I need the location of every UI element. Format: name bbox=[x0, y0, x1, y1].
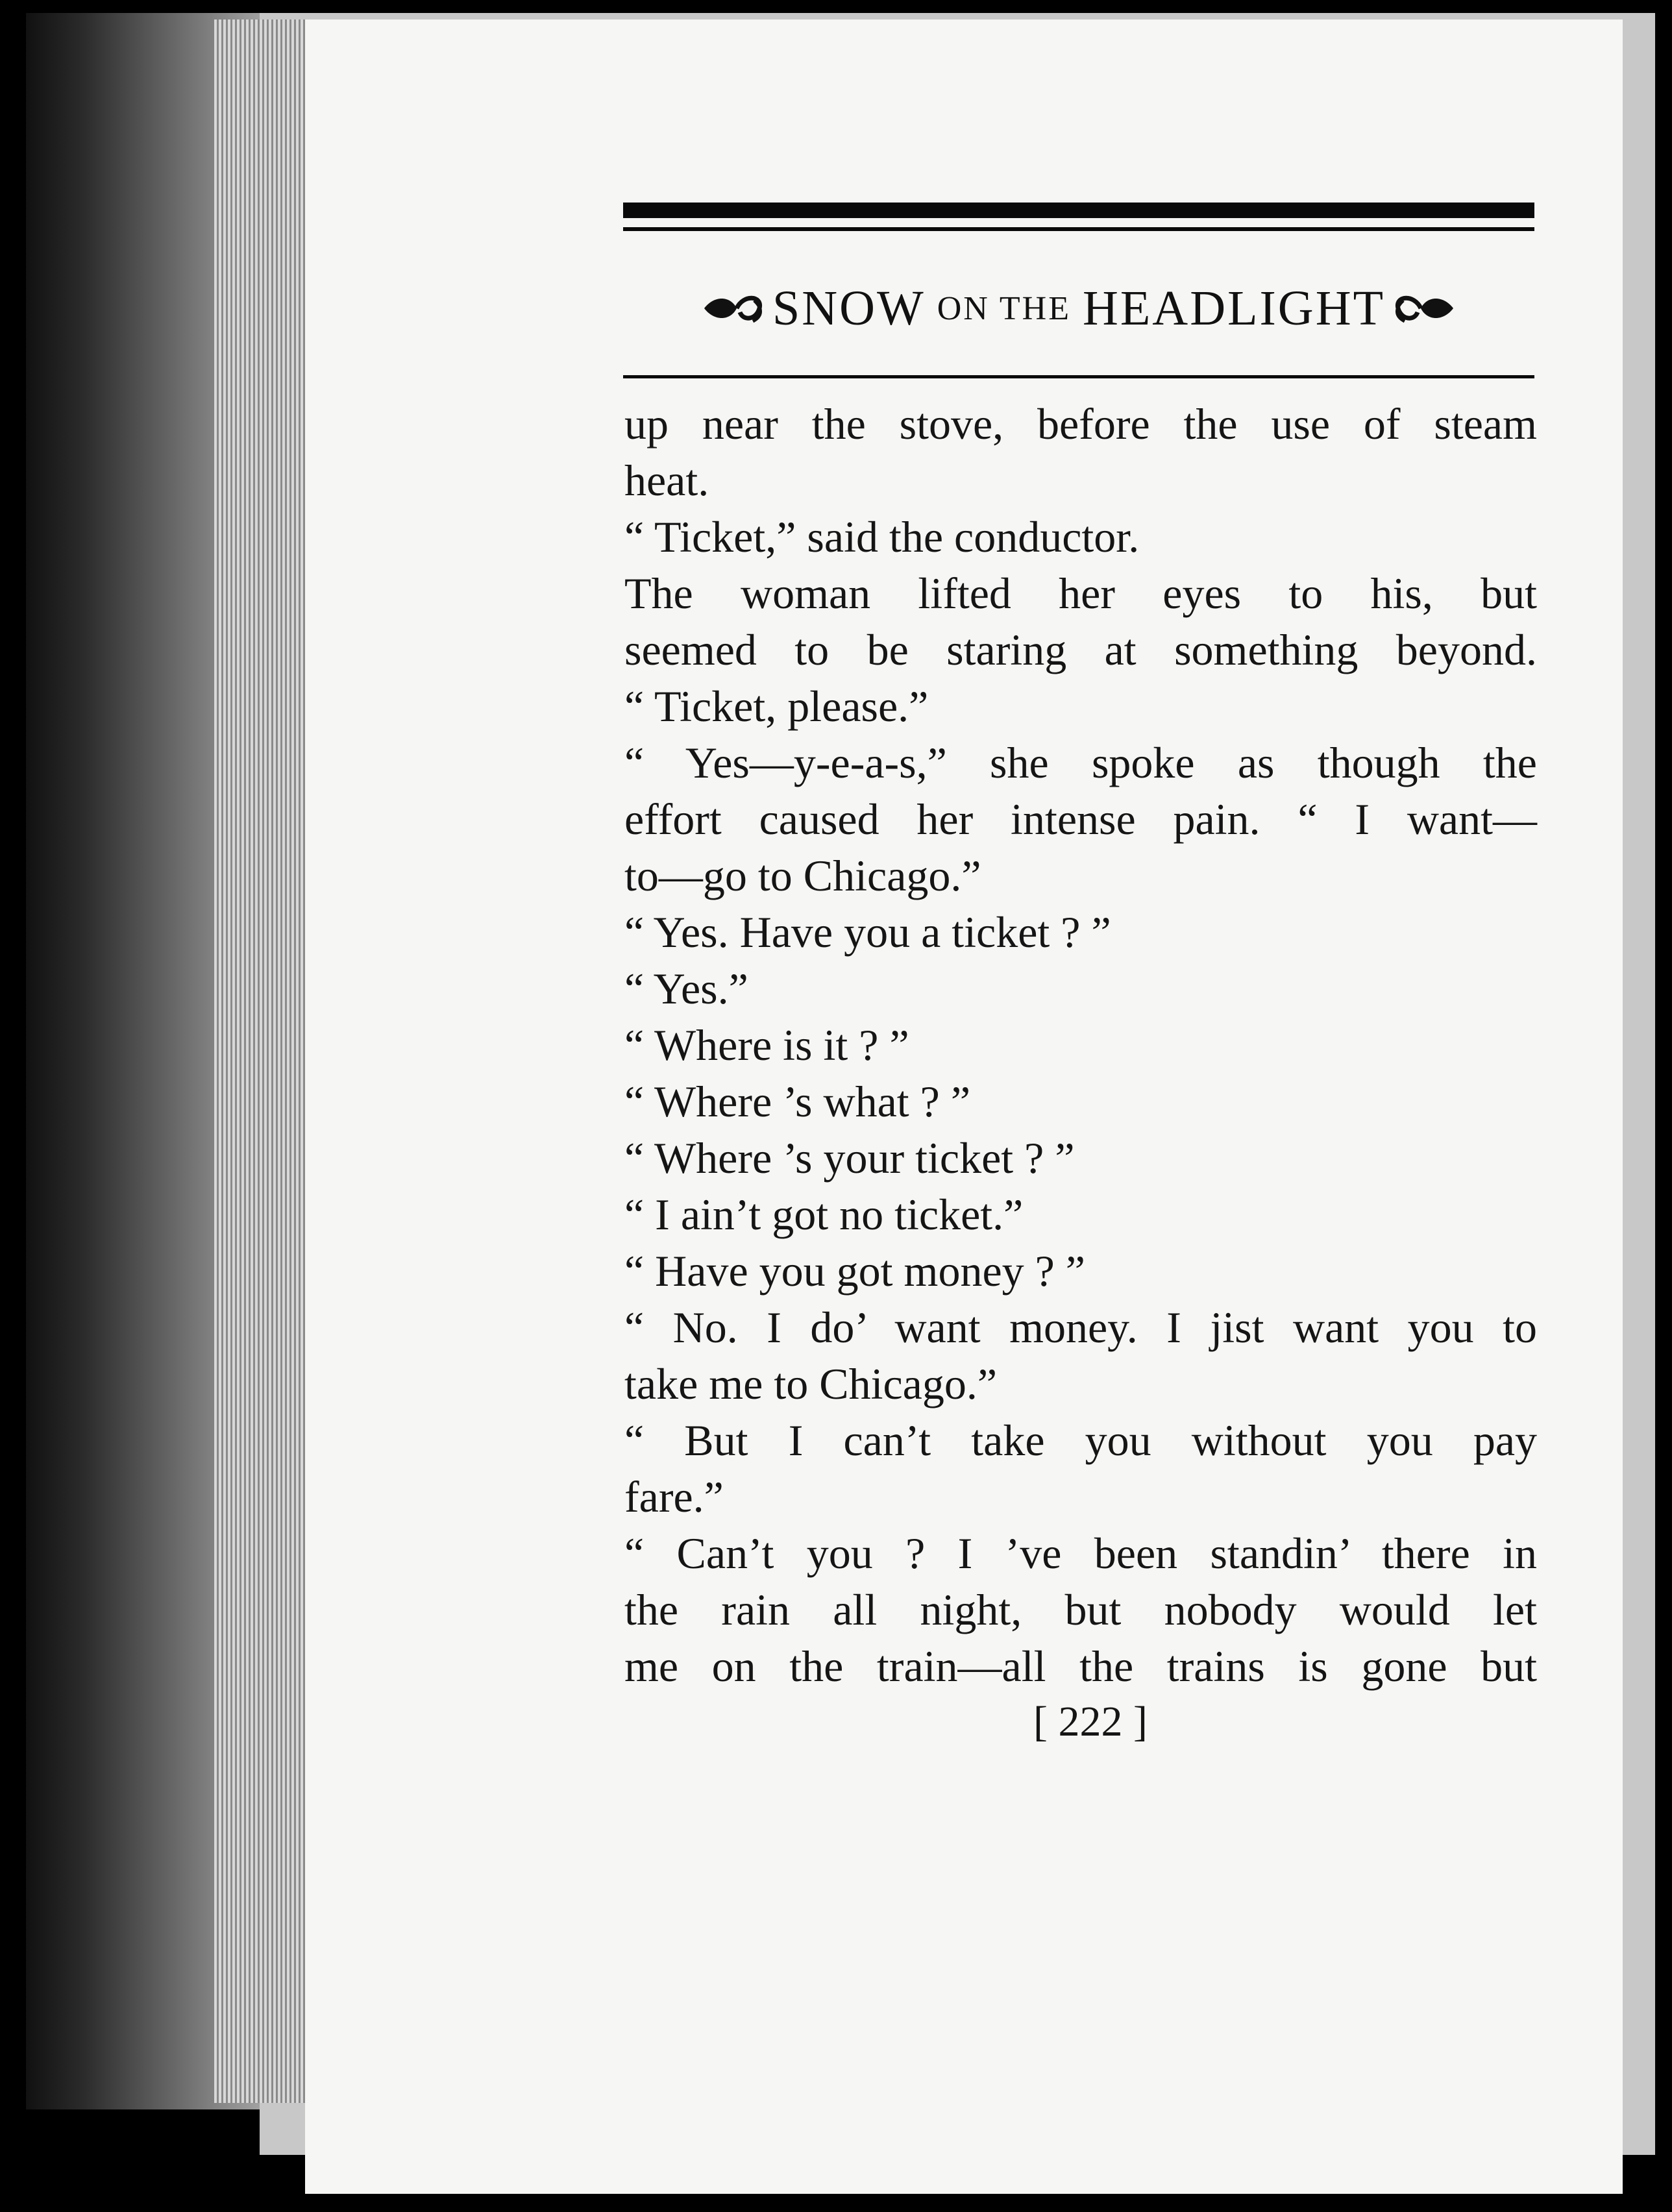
text-line: to—go to Chicago.” bbox=[624, 851, 981, 900]
text-line: seemed to be staring at something beyond. bbox=[624, 625, 1537, 674]
left-fleuron-icon bbox=[701, 289, 772, 328]
right-fleuron-icon bbox=[1385, 289, 1457, 328]
text-line: “ Where ’s your ticket ? ” bbox=[624, 1133, 1075, 1183]
text-line: “ Have you got money ? ” bbox=[624, 1246, 1085, 1296]
header-rule-thick bbox=[623, 203, 1534, 218]
text-line: “ But I can’t take you without you pay bbox=[624, 1416, 1537, 1465]
running-head-word-1: SNOW bbox=[772, 280, 926, 336]
text-line: “ Where is it ? ” bbox=[624, 1020, 909, 1070]
text-line: heat. bbox=[624, 456, 709, 505]
text-line: The woman lifted her eyes to his, but bbox=[624, 569, 1537, 618]
text-line: me on the train—all the trains is gone but bbox=[624, 1641, 1537, 1691]
text-line: fare.” bbox=[624, 1472, 724, 1521]
text-line: take me to Chicago.” bbox=[624, 1359, 998, 1408]
text-line: the rain all night, but nobody would let bbox=[624, 1585, 1537, 1634]
header-rule-thin bbox=[623, 227, 1534, 231]
running-head bbox=[623, 273, 1534, 344]
text-line: “ Yes—y-e-a-s,” she spoke as though the bbox=[624, 738, 1537, 787]
text-line: effort caused her intense pain. “ I want— bbox=[624, 794, 1537, 844]
body-text bbox=[624, 396, 1537, 1695]
text-line: “ Yes. Have you a ticket ? ” bbox=[624, 907, 1111, 957]
header-underline bbox=[623, 375, 1534, 378]
running-head-word-3: HEADLIGHT bbox=[1083, 280, 1386, 336]
running-head-word-2: ON THE bbox=[937, 289, 1071, 327]
page-edges bbox=[214, 19, 305, 2103]
text-line: “ Ticket, please.” bbox=[624, 682, 929, 731]
text-line: “ Yes.” bbox=[624, 964, 748, 1013]
text-line: “ I ain’t got no ticket.” bbox=[624, 1190, 1024, 1239]
text-line: “ Where ’s what ? ” bbox=[624, 1077, 971, 1126]
text-line: “ Can’t you ? I ’ve been standin’ there in bbox=[624, 1529, 1537, 1578]
text-line: “ No. I do’ want money. I jist want you to bbox=[624, 1303, 1537, 1352]
text-line: up near the stove, before the use of steam bbox=[624, 399, 1537, 449]
text-line: “ Ticket,” said the conductor. bbox=[624, 512, 1140, 561]
page-number: [ 222 ] bbox=[1033, 1698, 1148, 1745]
